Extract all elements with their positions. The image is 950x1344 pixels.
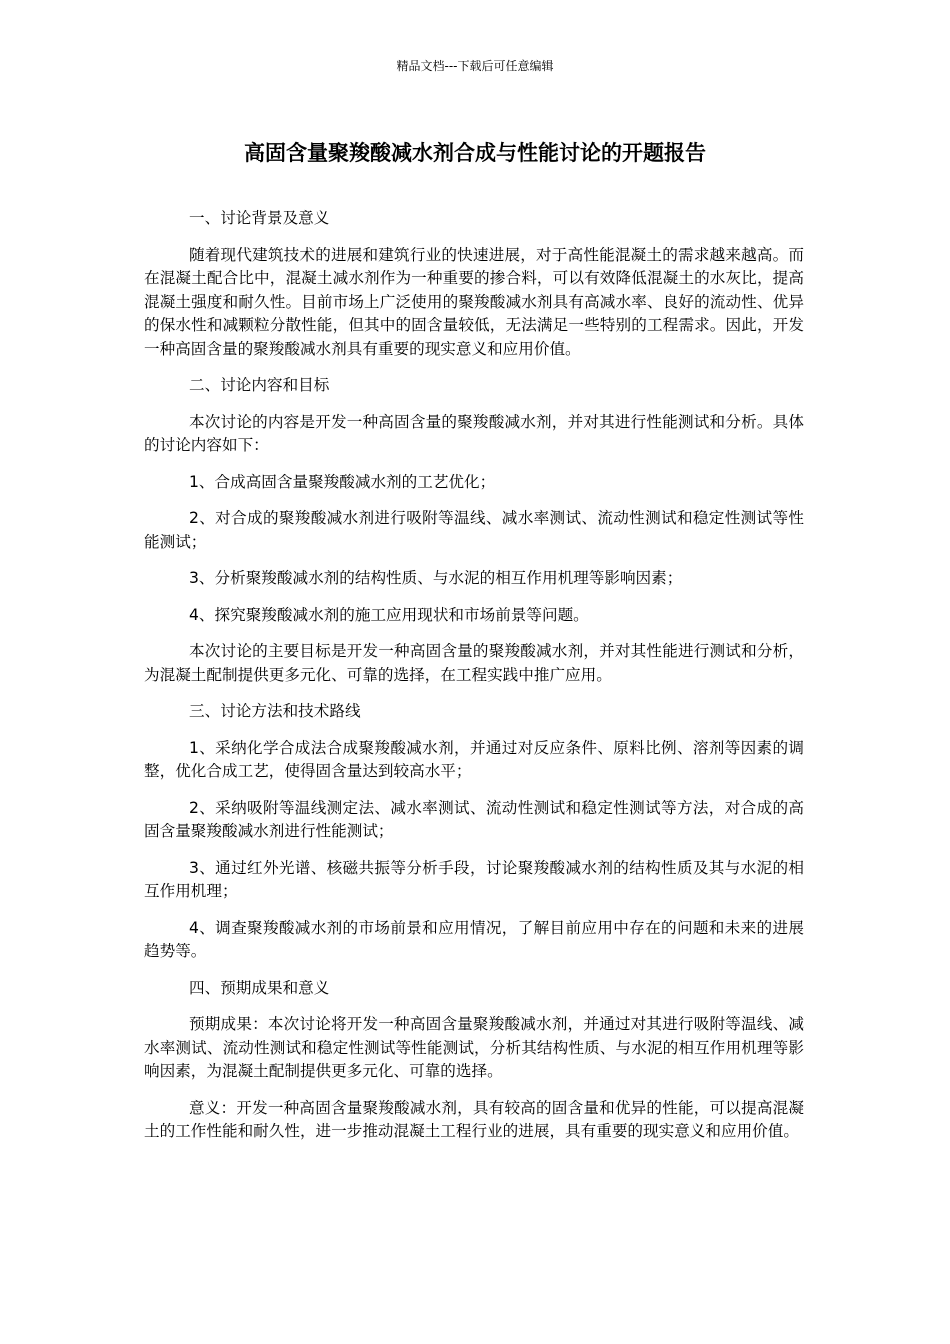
document-title: 高固含量聚羧酸减水剂合成与性能讨论的开题报告	[244, 141, 706, 165]
paragraph-background: 随着现代建筑技术的进展和建筑行业的快速进展，对于高性能混凝土的需求越来越高。而在混凝土配合比中，混凝土减水剂作为一种重要的掺合料，可以有效降低混凝土的水灰比，提高混凝土强度和耐久性。目前市场上广泛使用的聚羧酸减水剂具有高减水率、良好的流动性、优异的保水性和减颗粒分散性能，但其中的固含量较低，无法满足一些特别的工程需求。因此，开发一种高固含量的聚羧酸减水剂具有重要的现实意义和应用价值。	[144, 245, 804, 358]
method-item-1: 1、采纳化学合成法合成聚羧酸减水剂，并通过对反应条件、原料比例、溶剂等因素的调整，优化合成工艺，使得固含量达到较高水平；	[144, 738, 804, 780]
section-heading-3: 三、讨论方法和技术路线	[189, 702, 361, 720]
paragraph-goal: 本次讨论的主要目标是开发一种高固含量的聚羧酸减水剂，并对其性能进行测试和分析，为混凝土配制提供更多元化、可靠的选择，在工程实践中推广应用。	[144, 642, 804, 684]
content-item-1: 1、合成高固含量聚羧酸减水剂的工艺优化；	[189, 472, 496, 491]
content-item-3: 3、分析聚羧酸减水剂的结构性质、与水泥的相互作用机理等影响因素；	[189, 569, 683, 587]
method-item-4: 4、调查聚羧酸减水剂的市场前景和应用情况，了解目前应用中存在的问题和未来的进展趋势等。	[144, 918, 804, 960]
paragraph-expected-results: 预期成果：本次讨论将开发一种高固含量聚羧酸减水剂，并通过对其进行吸附等温线、减水率测试、流动性测试和稳定性测试等性能测试，分析其结构性质、与水泥的相互作用机理等影响因素，为混凝土配制提供更多元化、可靠的选择。	[144, 1015, 804, 1080]
content-item-2: 2、对合成的聚羧酸减水剂进行吸附等温线、减水率测试、流动性测试和稳定性测试等性能测试；	[144, 509, 804, 551]
paragraph-content-intro: 本次讨论的内容是开发一种高固含量的聚羧酸减水剂，并对其进行性能测试和分析。具体的讨论内容如下：	[144, 412, 804, 454]
content-item-4: 4、探究聚羧酸减水剂的施工应用现状和市场前景等问题。	[189, 605, 589, 624]
method-item-2: 2、采纳吸附等温线测定法、减水率测试、流动性测试和稳定性测试等方法，对合成的高固含量聚羧酸减水剂进行性能测试；	[144, 798, 804, 840]
section-heading-4: 四、预期成果和意义	[189, 978, 330, 997]
page-header: 精品文档---下载后可任意编辑	[396, 59, 554, 73]
document-body	[144, 207, 804, 1157]
method-item-3: 3、通过红外光谱、核磁共振等分析手段，讨论聚羧酸减水剂的结构性质及其与水泥的相互作用机理；	[144, 858, 804, 900]
section-heading-2: 二、讨论内容和目标	[189, 376, 330, 394]
section-heading-1: 一、讨论背景及意义	[189, 209, 330, 227]
paragraph-significance: 意义：开发一种高固含量聚羧酸减水剂，具有较高的固含量和优异的性能，可以提高混凝土的工作性能和耐久性，进一步推动混凝土工程行业的进展，具有重要的现实意义和应用价值。	[144, 1098, 804, 1140]
